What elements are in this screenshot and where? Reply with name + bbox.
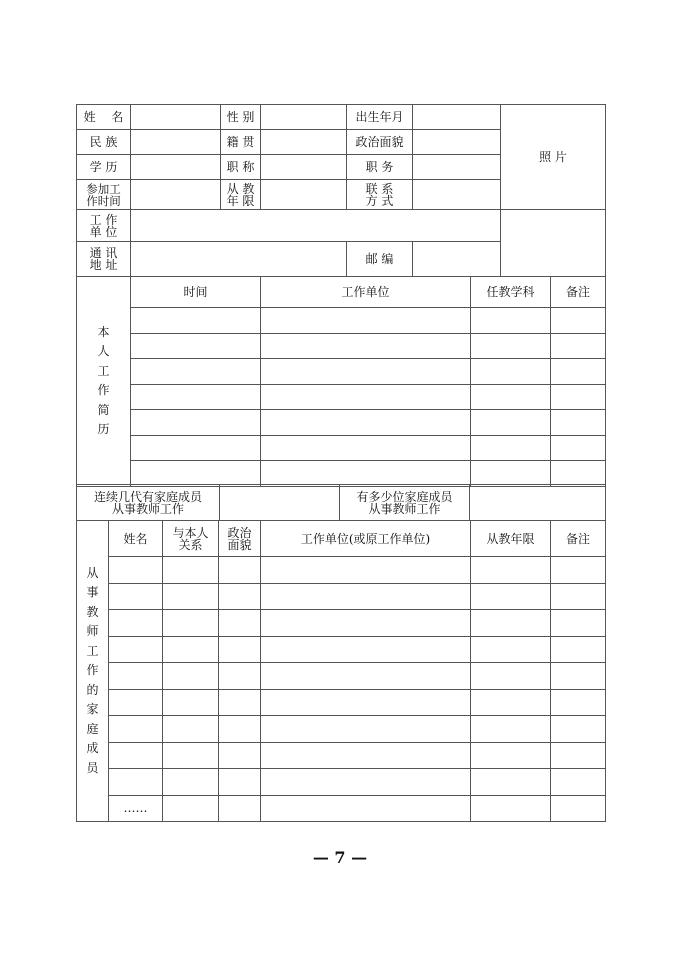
family-cell[interactable] [109, 716, 163, 743]
resume-cell[interactable] [471, 359, 551, 385]
basic-info-table [76, 104, 606, 277]
address-field[interactable] [131, 242, 347, 277]
family-cell[interactable] [471, 795, 551, 822]
generations-field[interactable] [220, 485, 340, 521]
family-cell[interactable] [471, 663, 551, 690]
resume-cell[interactable] [471, 435, 551, 461]
family-cell[interactable] [219, 716, 261, 743]
native-place-field[interactable] [261, 130, 347, 155]
resume-cell[interactable] [551, 435, 606, 461]
name-field[interactable] [131, 105, 221, 130]
photo-box[interactable] [501, 105, 606, 210]
teach-years-label-line1: 从 教 [226, 181, 255, 196]
family-cell[interactable] [109, 583, 163, 610]
family-cell[interactable] [109, 689, 163, 716]
family-cell[interactable] [109, 742, 163, 769]
page-number: — 7 — [312, 848, 368, 867]
resume-header-notes: 备注 [551, 277, 606, 308]
family-header-name: 姓名 [109, 521, 163, 557]
resume-cell[interactable] [261, 333, 471, 359]
family-cell[interactable] [109, 769, 163, 796]
address-label [77, 242, 131, 277]
family-cell[interactable] [163, 583, 219, 610]
position-field[interactable] [413, 155, 501, 180]
family-cell[interactable] [471, 716, 551, 743]
resume-vertical-label: 本人工作简历 [97, 324, 110, 437]
family-cell[interactable] [261, 557, 471, 584]
resume-cell[interactable] [551, 308, 606, 334]
family-cell[interactable] [261, 583, 471, 610]
resume-cell[interactable] [471, 333, 551, 359]
family-cell[interactable] [551, 689, 606, 716]
family-cell[interactable] [219, 795, 261, 822]
birth-label: 出生年月 [347, 105, 413, 130]
family-header-political-line1: 政治 [227, 525, 252, 540]
family-cell[interactable] [551, 742, 606, 769]
family-cell[interactable] [163, 716, 219, 743]
family-cell[interactable] [471, 610, 551, 637]
position-label: 职 务 [347, 155, 413, 180]
family-cell[interactable] [261, 769, 471, 796]
table-row [77, 308, 606, 334]
education-label: 学 历 [77, 155, 131, 180]
address-label-line2: 地 址 [89, 258, 118, 272]
resume-cell[interactable] [131, 333, 261, 359]
family-cell[interactable] [261, 663, 471, 690]
table-row [77, 769, 606, 796]
postcode-field[interactable] [413, 242, 501, 277]
family-cell[interactable] [109, 610, 163, 637]
family-header-notes: 备注 [551, 521, 606, 557]
gender-field[interactable] [261, 105, 347, 130]
work-start-label [77, 180, 131, 210]
resume-cell[interactable] [131, 359, 261, 385]
generations-label-line1: 连续几代有家庭成员 [93, 489, 202, 504]
family-cell[interactable] [219, 557, 261, 584]
family-cell[interactable] [551, 610, 606, 637]
resume-cell[interactable] [551, 359, 606, 385]
family-cell[interactable] [219, 689, 261, 716]
family-cell[interactable] [219, 663, 261, 690]
family-cell[interactable] [551, 636, 606, 663]
family-cell[interactable] [471, 689, 551, 716]
family-cell[interactable] [219, 636, 261, 663]
table-row [77, 461, 606, 487]
family-cell[interactable] [219, 742, 261, 769]
resume-cell[interactable] [471, 410, 551, 436]
title-label: 职 称 [221, 155, 261, 180]
work-start-field[interactable] [131, 180, 221, 210]
work-start-label-line2: 作时间 [86, 193, 121, 208]
resume-header-time: 时间 [131, 277, 261, 308]
resume-section-label [77, 277, 131, 487]
family-cell[interactable] [261, 636, 471, 663]
generations-label [77, 485, 220, 521]
family-cell[interactable] [163, 610, 219, 637]
family-members-table [76, 520, 606, 822]
teach-years-label [221, 180, 261, 210]
family-cell[interactable] [163, 742, 219, 769]
family-header-relation-line1: 与本人 [172, 525, 209, 540]
contact-field[interactable] [413, 180, 501, 210]
resume-cell[interactable] [131, 435, 261, 461]
family-header-political-line2: 面貌 [227, 537, 252, 552]
family-cell[interactable] [261, 742, 471, 769]
table-row [77, 689, 606, 716]
family-cell[interactable] [163, 689, 219, 716]
family-header-employer: 工作单位(或原工作单位) [261, 521, 471, 557]
table-row [77, 359, 606, 385]
resume-cell[interactable] [261, 435, 471, 461]
ellipsis-marker: …… [109, 795, 163, 822]
generations-table [76, 484, 606, 521]
title-field[interactable] [261, 155, 347, 180]
family-cell[interactable] [471, 583, 551, 610]
table-row [77, 663, 606, 690]
family-cell[interactable] [109, 636, 163, 663]
family-cell[interactable] [219, 610, 261, 637]
family-header-relation-line2: 关系 [178, 537, 203, 552]
resume-cell[interactable] [261, 359, 471, 385]
family-cell[interactable] [261, 689, 471, 716]
table-row [77, 410, 606, 436]
resume-header-employer: 工作单位 [261, 277, 471, 308]
ethnicity-field[interactable] [131, 130, 221, 155]
family-cell[interactable] [471, 557, 551, 584]
gender-label: 性 别 [221, 105, 261, 130]
table-row [77, 742, 606, 769]
family-cell[interactable] [551, 583, 606, 610]
resume-cell[interactable] [261, 461, 471, 487]
teach-years-label-line2: 年 限 [226, 193, 255, 208]
family-cell[interactable] [471, 636, 551, 663]
photo-label: 照 片 [539, 150, 567, 164]
family-cell[interactable] [551, 557, 606, 584]
table-row [77, 583, 606, 610]
family-cell[interactable] [163, 663, 219, 690]
work-resume-table [76, 276, 606, 487]
family-cell[interactable] [109, 557, 163, 584]
family-cell[interactable] [261, 716, 471, 743]
family-cell[interactable] [109, 663, 163, 690]
ethnicity-label: 民 族 [77, 130, 131, 155]
family-cell[interactable] [163, 795, 219, 822]
table-row [77, 384, 606, 410]
employer-label [77, 210, 131, 242]
resume-cell[interactable] [551, 461, 606, 487]
member-count-label-line1: 有多少位家庭成员 [356, 489, 453, 504]
employer-label-line2: 单 位 [89, 224, 118, 239]
member-count-field[interactable] [470, 485, 606, 521]
family-cell[interactable] [163, 557, 219, 584]
resume-cell[interactable] [131, 410, 261, 436]
resume-cell[interactable] [551, 410, 606, 436]
table-row [77, 435, 606, 461]
contact-label-line2: 方 式 [365, 193, 394, 208]
resume-cell[interactable] [131, 461, 261, 487]
resume-cell[interactable] [551, 333, 606, 359]
family-cell[interactable] [471, 742, 551, 769]
resume-cell[interactable] [471, 384, 551, 410]
employer-field[interactable] [131, 210, 501, 242]
table-row [77, 795, 606, 822]
resume-cell[interactable] [261, 308, 471, 334]
resume-cell[interactable] [131, 384, 261, 410]
family-cell[interactable] [261, 795, 471, 822]
family-section-label [77, 521, 109, 822]
resume-header-subject: 任教学科 [471, 277, 551, 308]
family-cell[interactable] [163, 636, 219, 663]
resume-cell[interactable] [471, 461, 551, 487]
contact-label [347, 180, 413, 210]
table-row [77, 716, 606, 743]
work-start-label-line1: 参加工 [86, 181, 121, 196]
native-place-label: 籍 贯 [221, 130, 261, 155]
member-count-label [340, 485, 470, 521]
postcode-label: 邮 编 [347, 242, 413, 277]
address-label-line1: 通 讯 [89, 246, 118, 260]
member-count-label-line2: 从事教师工作 [368, 501, 441, 516]
education-field[interactable] [131, 155, 221, 180]
family-vertical-label: 从事教师工作的家庭成员 [86, 565, 99, 775]
employer-label-line1: 工 作 [89, 212, 118, 227]
family-header-political [219, 521, 261, 557]
family-cell[interactable] [219, 769, 261, 796]
family-header-years: 从教年限 [471, 521, 551, 557]
teach-years-field[interactable] [261, 180, 347, 210]
contact-label-line1: 联 系 [365, 181, 394, 196]
family-cell[interactable] [551, 716, 606, 743]
table-row [77, 610, 606, 637]
family-cell[interactable] [551, 795, 606, 822]
resume-cell[interactable] [261, 410, 471, 436]
table-row [77, 636, 606, 663]
family-cell[interactable] [551, 663, 606, 690]
table-row [77, 557, 606, 584]
generations-label-line2: 从事教师工作 [111, 501, 184, 516]
family-header-relation [163, 521, 219, 557]
family-cell[interactable] [261, 610, 471, 637]
resume-cell[interactable] [471, 308, 551, 334]
family-cell[interactable] [551, 769, 606, 796]
name-label: 姓 名 [77, 105, 131, 130]
table-row [77, 333, 606, 359]
photo-box-extension [501, 210, 606, 277]
resume-cell[interactable] [551, 384, 606, 410]
family-cell[interactable] [471, 769, 551, 796]
family-cell[interactable] [219, 583, 261, 610]
resume-cell[interactable] [261, 384, 471, 410]
political-status-field[interactable] [413, 130, 501, 155]
political-status-label: 政治面貌 [347, 130, 413, 155]
birth-field[interactable] [413, 105, 501, 130]
resume-cell[interactable] [131, 308, 261, 334]
family-cell[interactable] [163, 769, 219, 796]
